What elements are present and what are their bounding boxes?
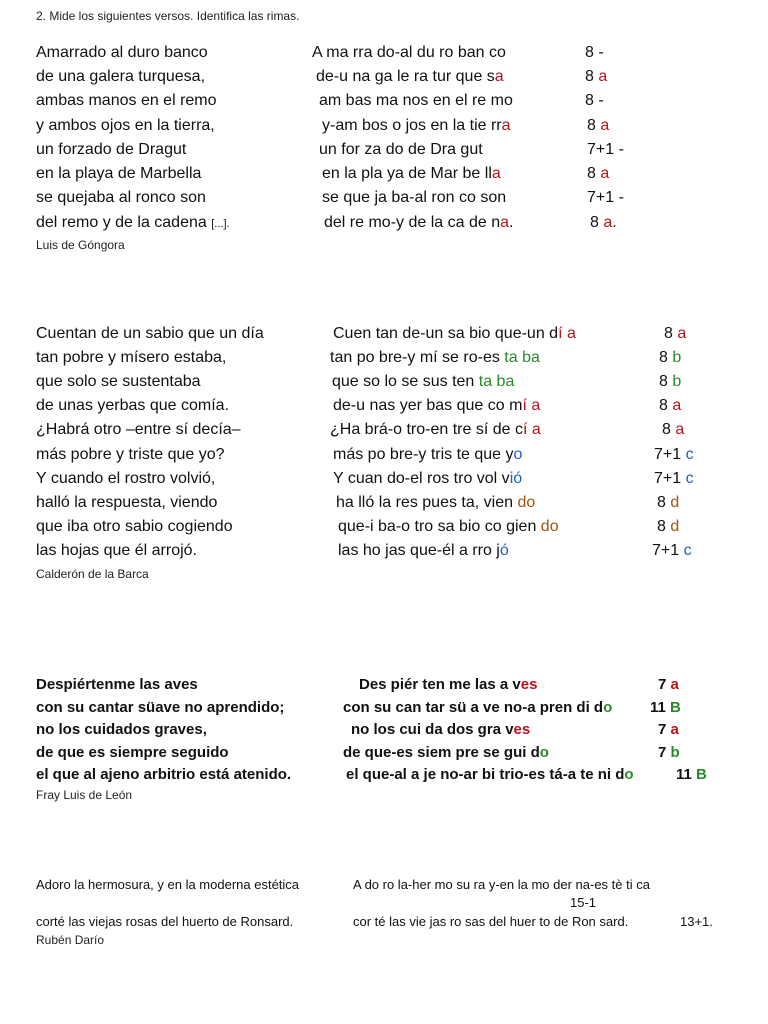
author-dario: Rubén Darío bbox=[36, 933, 105, 947]
text-segment: se que ja ba-al ron co son bbox=[322, 189, 507, 207]
rhyme-segment: do bbox=[517, 493, 536, 511]
rhyme-letter: a bbox=[600, 165, 610, 182]
text-segment: 7+1 bbox=[652, 541, 680, 559]
rhyme-segment: es bbox=[520, 676, 538, 693]
scansion-line bbox=[343, 744, 549, 761]
verse-line: se quejaba al ronco son bbox=[36, 189, 206, 207]
syllable-count bbox=[654, 470, 694, 488]
verse-line: no los cuidados graves, bbox=[36, 721, 207, 739]
syllable-count bbox=[664, 325, 686, 343]
scansion-line bbox=[312, 44, 506, 62]
text-segment: A ma rra do-al du ro ban co bbox=[312, 44, 506, 61]
scansion-line: A do ro la-her mo su ra y-en la mo der na-es tè ti ca bbox=[353, 877, 650, 892]
scansion-line bbox=[333, 325, 576, 343]
rhyme-letter: b bbox=[670, 743, 680, 761]
text-segment: que-i ba-o tro sa bio co gien bbox=[338, 517, 541, 535]
syllable-count bbox=[659, 349, 681, 367]
scansion-line bbox=[322, 117, 511, 135]
syllable-count bbox=[587, 165, 609, 183]
rhyme-segment: ió bbox=[509, 469, 523, 487]
text-segment: 7+1 - bbox=[587, 189, 624, 207]
text-segment: 7 bbox=[658, 721, 667, 739]
text-segment: ha lló la res pues ta, vien bbox=[336, 493, 518, 511]
rhyme-segment: í a bbox=[522, 397, 541, 415]
verse-line: las hojas que él arrojó. bbox=[36, 541, 197, 559]
rhyme-letter: a bbox=[670, 721, 679, 739]
syllable-count: 13+1. bbox=[680, 914, 713, 929]
text-segment: 7+1 bbox=[654, 469, 682, 487]
rhyme-letter: B bbox=[670, 698, 681, 716]
text-segment: 8 bbox=[657, 517, 666, 535]
syllable-count bbox=[658, 721, 679, 738]
text-segment: en la pla ya de Mar be ll bbox=[322, 165, 492, 182]
syllable-count bbox=[659, 373, 681, 391]
rhyme-letter: b bbox=[672, 373, 682, 391]
verse-line: ¿Habrá otro –entre sí decía– bbox=[36, 421, 241, 439]
rhyme-letter: d bbox=[670, 493, 680, 511]
syllable-count bbox=[654, 446, 694, 464]
text-segment: no los cui da dos gra v bbox=[351, 721, 514, 739]
syllable-count bbox=[585, 68, 607, 86]
exercise-instruction: 2. Mide los siguientes versos. Identifica las rimas. bbox=[36, 9, 300, 23]
verse-line: con su cantar süave no aprendido; bbox=[36, 698, 285, 716]
rhyme-letter: c bbox=[685, 469, 694, 487]
text-segment: 8 bbox=[659, 373, 668, 391]
text-segment: 7 bbox=[658, 676, 667, 693]
rhyme-letter: a bbox=[677, 325, 687, 342]
verse-line: que iba otro sabio cogiendo bbox=[36, 517, 233, 535]
verse-line: Adoro la hermosura, y en la moderna estética bbox=[36, 877, 300, 892]
rhyme-letter: a bbox=[675, 421, 685, 439]
text-segment: 8 bbox=[585, 68, 594, 86]
syllable-count bbox=[658, 744, 680, 761]
syllable-count bbox=[659, 397, 681, 415]
text-segment: más po bre-y tris te que y bbox=[333, 445, 514, 463]
text-segment: 8 bbox=[659, 397, 668, 415]
rhyme-segment: a bbox=[494, 68, 504, 86]
syllable-count bbox=[676, 766, 707, 783]
rhyme-segment: ta ba bbox=[478, 373, 515, 391]
rhyme-segment: o bbox=[603, 698, 613, 716]
text-segment: de-u na ga le ra tur que s bbox=[316, 68, 495, 86]
verse-line: que solo se sustentaba bbox=[36, 373, 201, 391]
verse-line: halló la respuesta, viendo bbox=[36, 493, 218, 511]
syllable-count: 15-1 bbox=[570, 895, 597, 910]
scansion-line bbox=[338, 518, 559, 536]
rhyme-segment: es bbox=[513, 721, 531, 739]
text-segment: 8 - bbox=[585, 92, 604, 110]
rhyme-segment: do bbox=[540, 517, 559, 535]
scansion-line bbox=[333, 446, 522, 464]
scansion-line bbox=[319, 92, 513, 110]
verse-line: Cuentan de un sabio que un día bbox=[36, 325, 264, 342]
verse-line: Y cuando el rostro volvió, bbox=[36, 469, 216, 487]
text-segment: 8 bbox=[587, 165, 596, 182]
author-fray-luis: Fray Luis de León bbox=[36, 788, 133, 802]
syllable-count bbox=[587, 141, 624, 159]
verse-line: en la playa de Marbella bbox=[36, 165, 202, 182]
syllable-count bbox=[585, 44, 604, 62]
author-gongora: Luis de Góngora bbox=[36, 238, 125, 252]
scansion-line bbox=[319, 141, 483, 159]
syllable-count bbox=[657, 518, 679, 536]
verse-line: y ambos ojos en la tierra, bbox=[36, 116, 215, 134]
text-segment: Cuen tan de-un sa bio que-un d bbox=[333, 325, 559, 342]
scansion-line bbox=[333, 470, 522, 488]
text-segment: 11 bbox=[650, 698, 666, 716]
scansion-line bbox=[330, 421, 541, 439]
scansion-line bbox=[316, 68, 504, 86]
text-segment: 8 bbox=[657, 493, 666, 511]
syllable-count: 8 a. bbox=[590, 214, 617, 231]
text-segment: 8 bbox=[659, 349, 668, 367]
scansion-line bbox=[336, 494, 535, 512]
verse-line: corté las viejas rosas del huerto de Ronsard. bbox=[36, 914, 294, 929]
scansion-line bbox=[333, 397, 540, 415]
verse-line: ambas manos en el remo bbox=[36, 92, 217, 110]
text-segment: 8 bbox=[664, 325, 673, 342]
rhyme-segment: ta ba bbox=[504, 349, 540, 367]
rhyme-letter: a bbox=[600, 116, 610, 134]
scansion-line bbox=[346, 766, 634, 783]
author-calderon: Calderón de la Barca bbox=[36, 567, 149, 581]
verse-line: un forzado de Dragut bbox=[36, 140, 187, 158]
text-segment: am bas ma nos en el re mo bbox=[319, 92, 513, 110]
rhyme-segment: í a bbox=[522, 421, 541, 439]
rhyme-letter: c bbox=[685, 445, 694, 463]
rhyme-letter: c bbox=[683, 541, 692, 559]
text-segment: 8 bbox=[662, 421, 671, 439]
rhyme-letter: d bbox=[670, 517, 680, 535]
rhyme-segment: a bbox=[491, 165, 501, 182]
rhyme-segment: a bbox=[501, 116, 511, 134]
syllable-count bbox=[585, 92, 604, 110]
text-segment: y-am bos o jos en la tie rr bbox=[322, 116, 502, 134]
verse-line: de que es siempre seguido bbox=[36, 743, 229, 761]
rhyme-segment: o bbox=[513, 445, 523, 463]
text-segment: las ho jas que-él a rro j bbox=[338, 541, 500, 559]
verse-line: Amarrado al duro banco bbox=[36, 44, 208, 61]
verse-line: Despiértenme las aves bbox=[36, 676, 198, 693]
syllable-count bbox=[587, 189, 624, 207]
text-segment: el que-al a je no-ar bi trio-es tá-a te ni d bbox=[346, 766, 625, 784]
text-segment: 8 - bbox=[585, 44, 604, 61]
verse-line: de unas yerbas que comía. bbox=[36, 397, 230, 415]
text-segment: un for za do de Dra gut bbox=[319, 140, 483, 158]
scansion-line bbox=[343, 699, 612, 716]
verse-line: tan pobre y mísero estaba, bbox=[36, 349, 227, 367]
text-segment: Des piér ten me las a v bbox=[359, 676, 521, 693]
rhyme-segment: o bbox=[539, 743, 549, 761]
scansion-line bbox=[359, 676, 537, 693]
rhyme-segment: í a bbox=[558, 325, 576, 342]
rhyme-letter: a bbox=[598, 68, 608, 86]
rhyme-letter: a bbox=[672, 397, 682, 415]
scansion-line: cor té las vie jas ro sas del huer to de Ron sard. bbox=[353, 914, 629, 929]
text-segment: tan po bre-y mí se ro-es bbox=[330, 349, 505, 367]
scansion-line bbox=[332, 373, 514, 391]
verse-line: más pobre y triste que yo? bbox=[36, 445, 225, 463]
syllable-count bbox=[650, 699, 681, 716]
syllable-count bbox=[657, 494, 679, 512]
scansion-line bbox=[330, 349, 540, 367]
verse-line: el que al ajeno arbitrio está atenido. bbox=[36, 766, 292, 784]
verse-line: del remo y de la cadena [...]. bbox=[36, 214, 230, 231]
syllable-count bbox=[662, 421, 684, 439]
rhyme-segment: ó bbox=[499, 541, 509, 559]
syllable-count bbox=[652, 542, 692, 560]
text-segment: de-u nas yer bas que co m bbox=[333, 397, 523, 415]
scansion-line bbox=[351, 721, 530, 738]
text-segment: 7+1 bbox=[654, 445, 682, 463]
text-segment: 11 bbox=[676, 766, 692, 784]
rhyme-segment: o bbox=[624, 766, 634, 784]
text-segment: 7+1 - bbox=[587, 140, 624, 158]
rhyme-letter: a bbox=[670, 676, 679, 693]
text-segment: que so lo se sus ten bbox=[332, 373, 479, 391]
syllable-count bbox=[587, 117, 609, 135]
syllable-count bbox=[658, 676, 679, 693]
text-segment: 7 bbox=[658, 743, 667, 761]
scansion-line bbox=[322, 189, 506, 207]
rhyme-letter: b bbox=[672, 349, 682, 367]
verse-line: de una galera turquesa, bbox=[36, 68, 206, 86]
text-segment: 8 bbox=[587, 116, 596, 134]
text-segment: con su can tar sü a ve no-a pren di d bbox=[343, 698, 604, 716]
text-segment: ¿Ha brá-o tro-en tre sí de c bbox=[330, 421, 523, 439]
text-segment: Y cuan do-el ros tro vol v bbox=[333, 469, 510, 487]
rhyme-letter: B bbox=[696, 766, 707, 784]
scansion-line bbox=[322, 165, 501, 183]
text-segment: de que-es siem pre se gui d bbox=[343, 743, 540, 761]
scansion-line: del re mo-y de la ca de na. bbox=[324, 214, 514, 231]
scansion-line bbox=[338, 542, 509, 560]
